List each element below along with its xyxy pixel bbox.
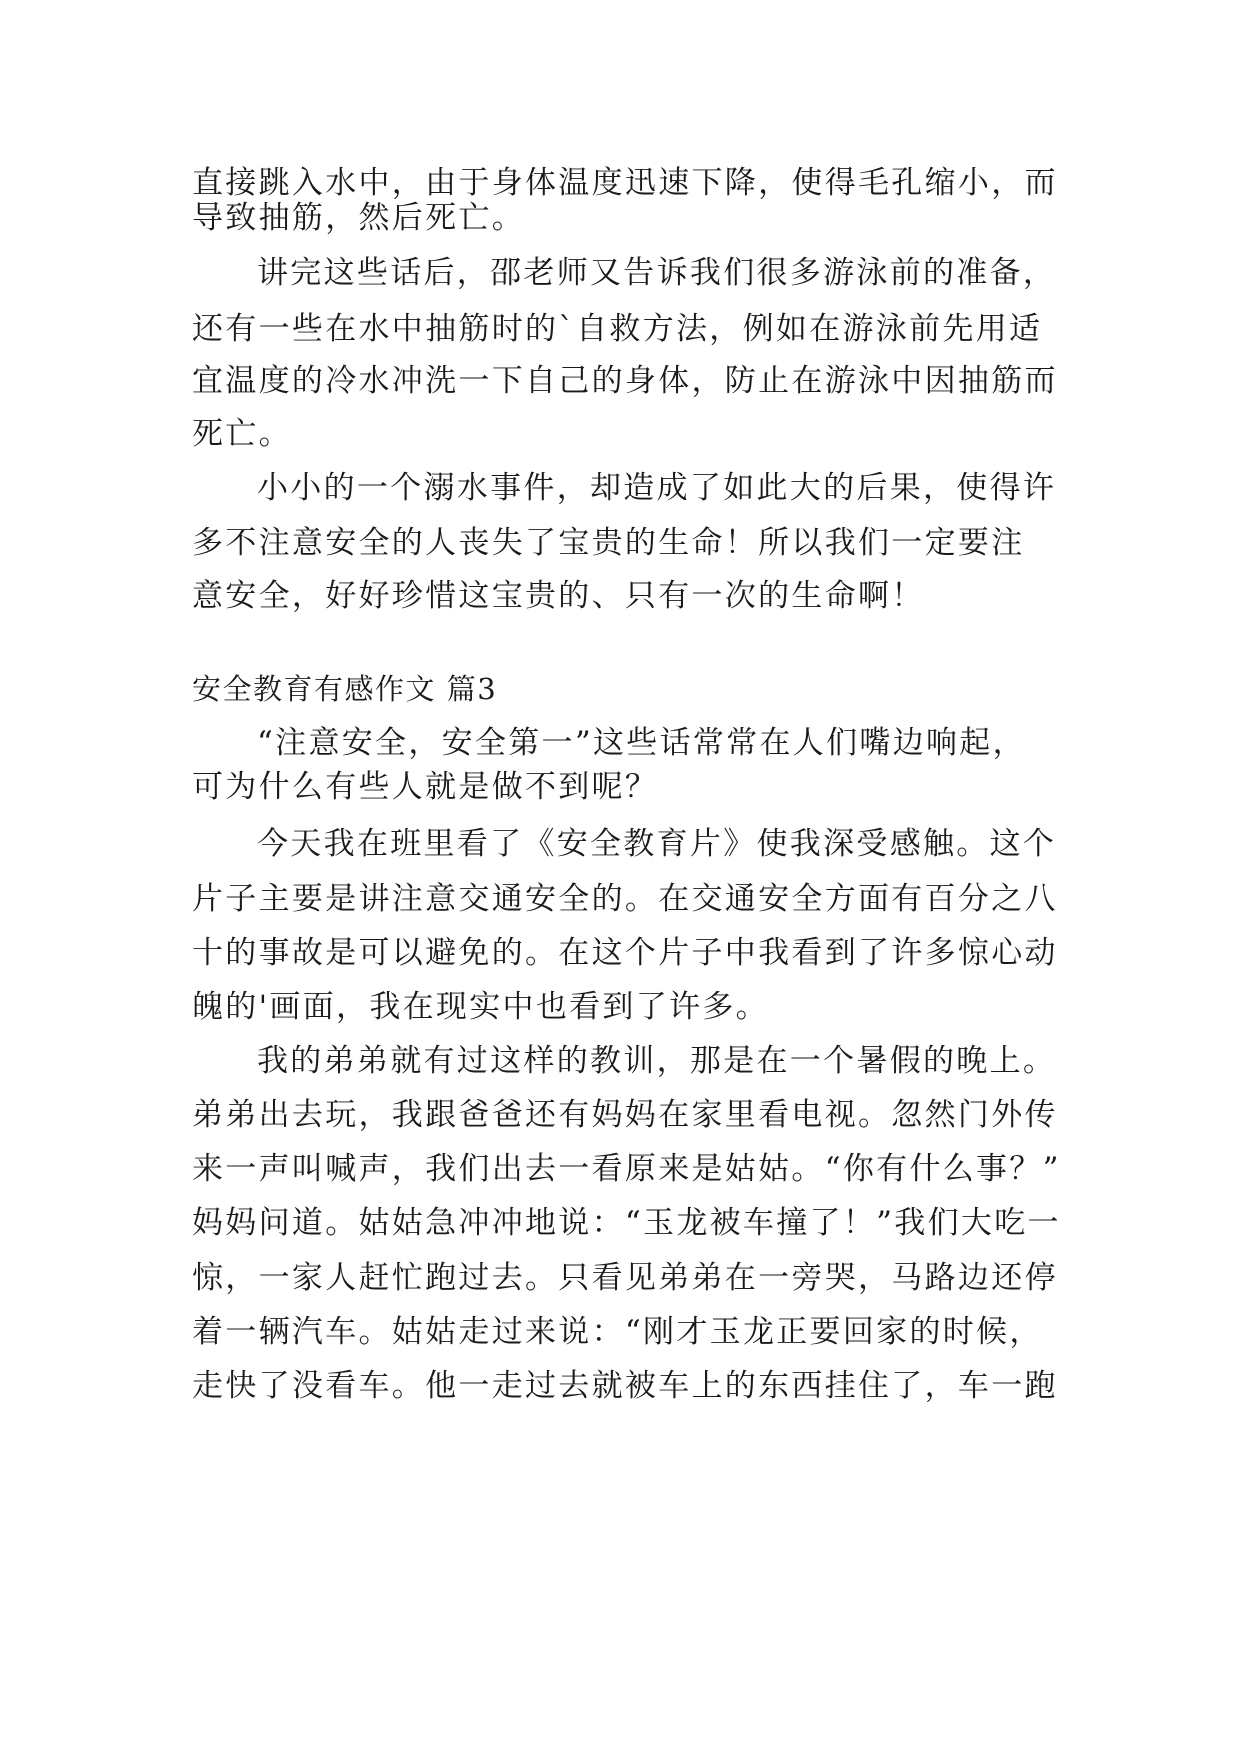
text-line: 着一辆汽车。姑姑走过来说：“刚才玉龙正要回家的时候，: [192, 1314, 1043, 1350]
text-line: 还有一些在水中抽筋时的`自救方法，例如在游泳前先用适: [192, 311, 1043, 347]
text-line: 小小的一个溺水事件，却造成了如此大的后果，使得许: [257, 470, 1057, 506]
text-line: “注意安全，安全第一”这些话常常在人们嘴边响起，: [257, 725, 1026, 761]
text-line: 来一声叫喊声，我们出去一看原来是姑姑。“你有什么事？”: [192, 1151, 1061, 1187]
text-line: 今天我在班里看了《安全教育片》使我深受感触。这个: [257, 826, 1057, 862]
text-line: 讲完这些话后，邵老师又告诉我们很多游泳前的准备，: [257, 255, 1057, 291]
text-line: 导致抽筋，然后死亡。: [192, 200, 525, 236]
text-line: 弟弟出去玩，我跟爸爸还有妈妈在家里看电视。忽然门外传: [192, 1097, 1058, 1133]
text-line: 我的弟弟就有过这样的教训，那是在一个暑假的晚上。: [257, 1043, 1057, 1079]
text-line: 走快了没看车。他一走过去就被车上的东西挂住了，车一跑: [192, 1368, 1058, 1404]
text-line: 妈妈问道。姑姑急冲冲地说：“玉龙被车撞了！”我们大吃一: [192, 1205, 1061, 1241]
text-line: 可为什么有些人就是做不到呢？: [192, 769, 659, 805]
text-line: 魄的'画面，我在现实中也看到了许多。: [192, 989, 769, 1025]
text-line: 十的事故是可以避免的。在这个片子中我看到了许多惊心动: [192, 935, 1058, 971]
section-heading: 安全教育有感作文 篇3: [192, 672, 498, 706]
text-line: 惊，一家人赶忙跑过去。只看见弟弟在一旁哭，马路边还停: [192, 1260, 1058, 1296]
text-line: 多不注意安全的人丧失了宝贵的生命！所以我们一定要注: [192, 525, 1025, 561]
text-line: 直接跳入水中，由于身体温度迅速下降，使得毛孔缩小，而: [192, 165, 1058, 201]
text-line: 片子主要是讲注意交通安全的。在交通安全方面有百分之八: [192, 881, 1058, 917]
text-line: 死亡。: [192, 416, 292, 452]
text-line: 宜温度的冷水冲洗一下自己的身体，防止在游泳中因抽筋而: [192, 363, 1058, 399]
text-line: 意安全，好好珍惜这宝贵的、只有一次的生命啊！: [192, 578, 925, 614]
